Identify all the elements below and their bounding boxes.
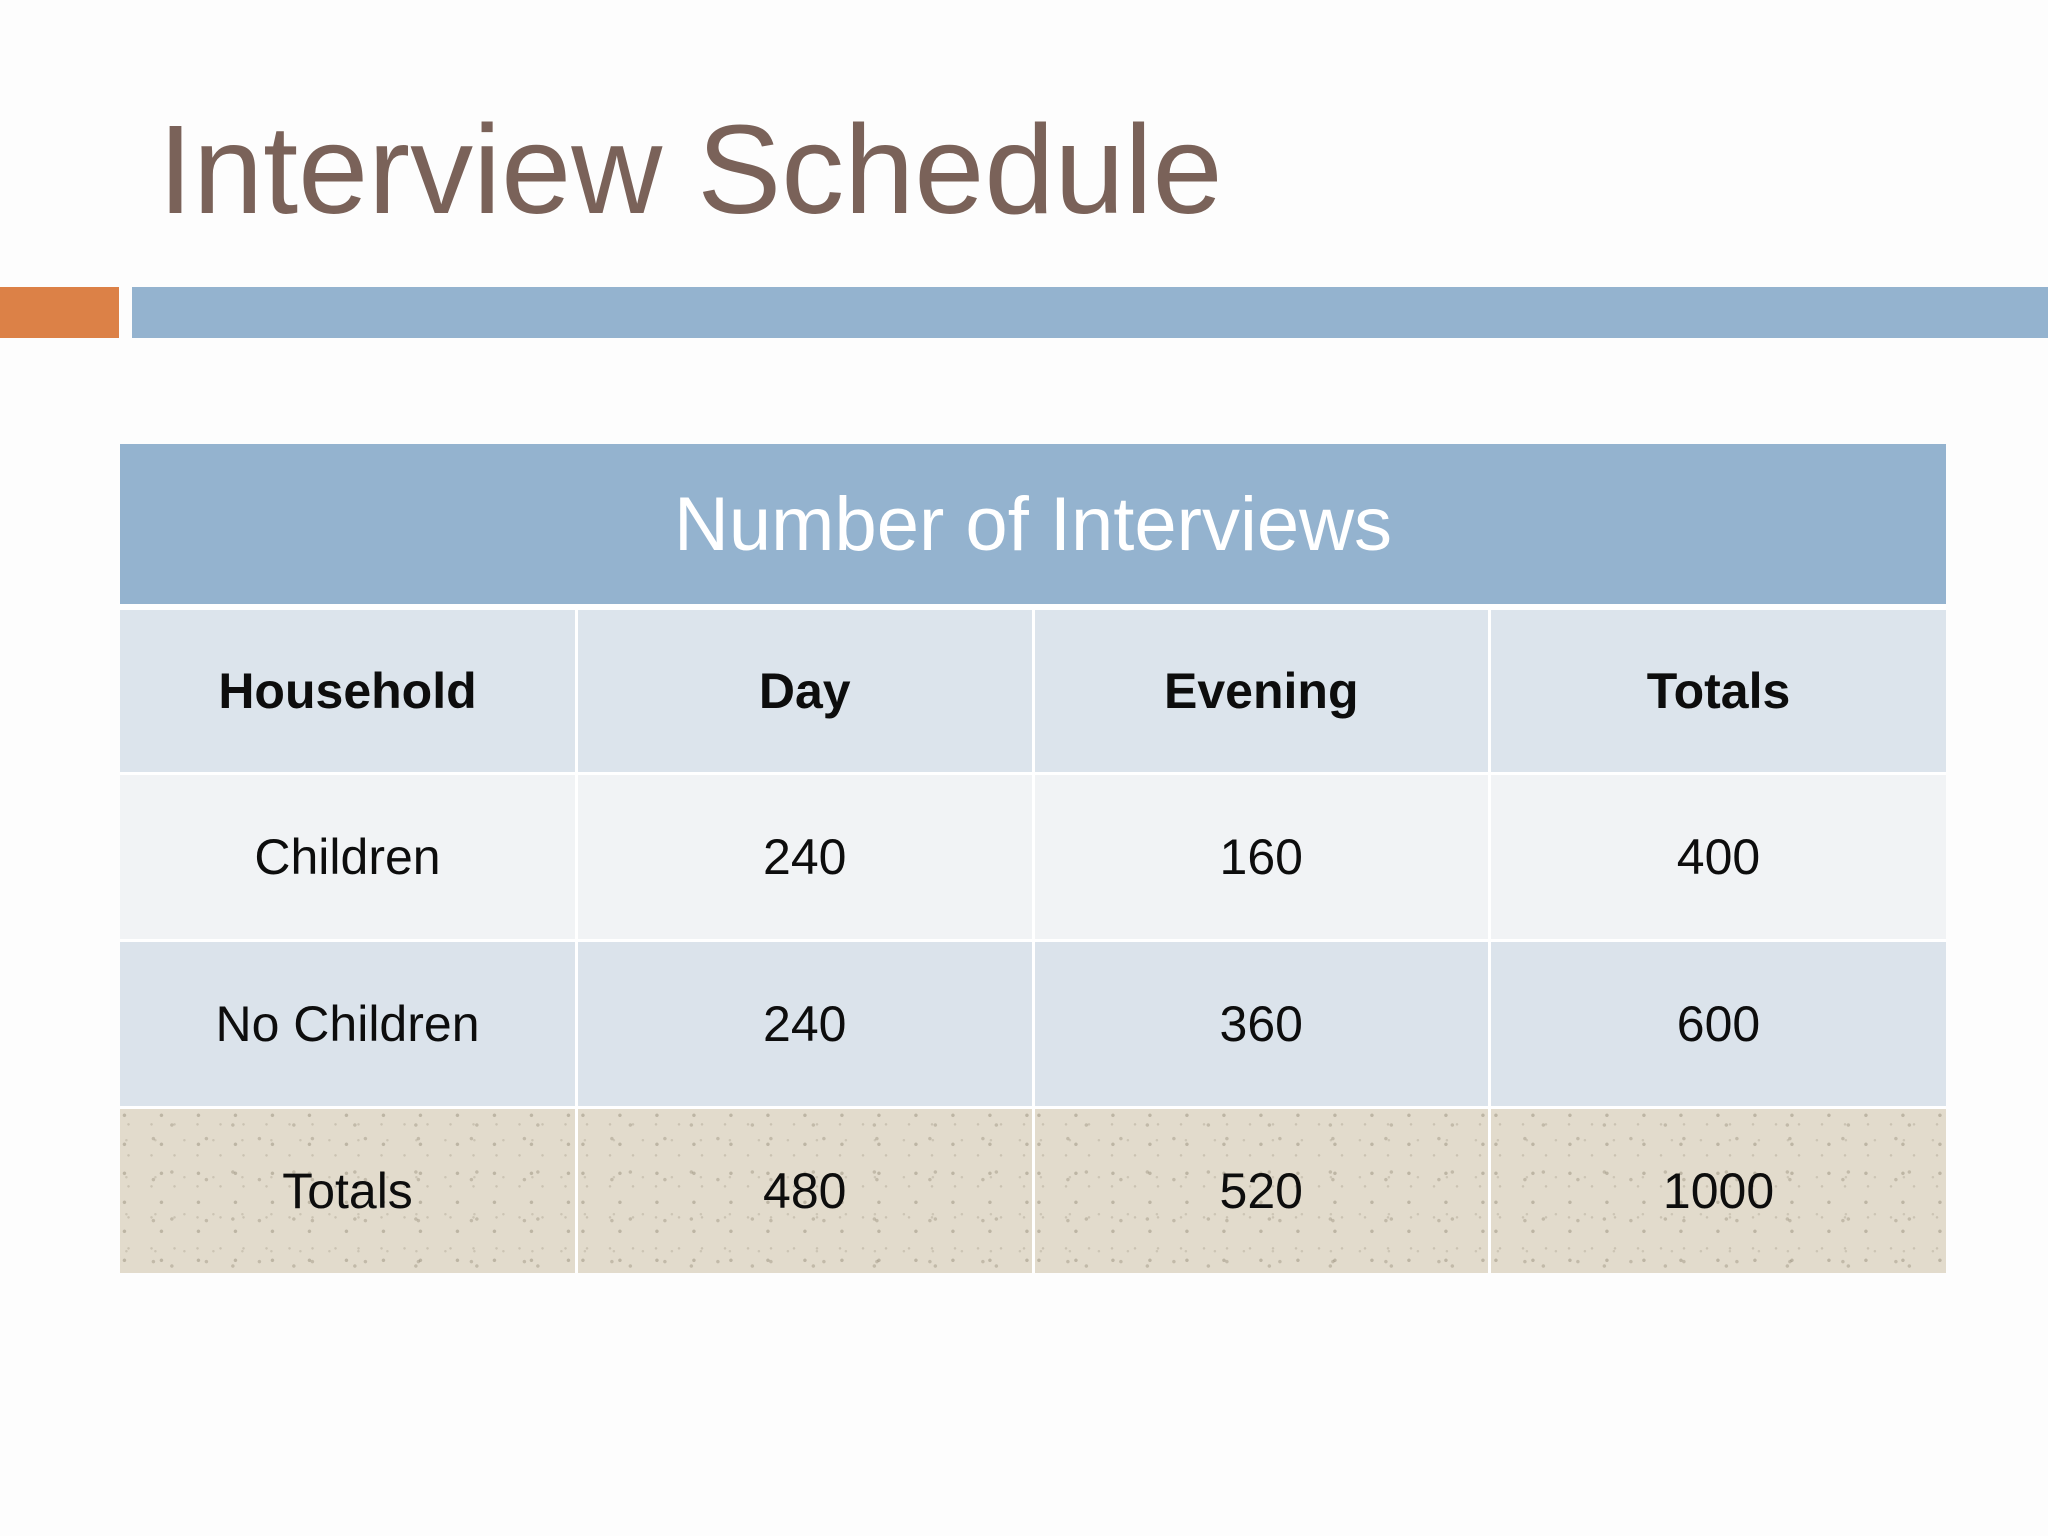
table-row bbox=[120, 941, 1946, 1108]
row-label: Totals bbox=[120, 1108, 577, 1274]
cell-evening: 160 bbox=[1033, 774, 1490, 941]
slide-title: Interview Schedule bbox=[158, 99, 1223, 240]
row-label: Children bbox=[120, 774, 577, 941]
table-caption-row bbox=[120, 444, 1946, 607]
header-household: Household bbox=[120, 607, 577, 774]
header-evening: Evening bbox=[1033, 607, 1490, 774]
cell-day: 240 bbox=[577, 774, 1034, 941]
cell-evening: 520 bbox=[1033, 1108, 1490, 1274]
table-header-row bbox=[120, 607, 1946, 774]
cell-total: 400 bbox=[1490, 774, 1947, 941]
accent-bar-blue bbox=[132, 287, 2048, 338]
row-label: No Children bbox=[120, 941, 577, 1108]
accent-bar-orange bbox=[0, 287, 119, 338]
cell-day: 480 bbox=[577, 1108, 1034, 1274]
interview-table-container bbox=[120, 444, 1946, 1273]
interview-table bbox=[120, 444, 1946, 1273]
cell-total: 1000 bbox=[1490, 1108, 1947, 1274]
table-row bbox=[120, 774, 1946, 941]
header-day: Day bbox=[577, 607, 1034, 774]
header-totals: Totals bbox=[1490, 607, 1947, 774]
table-caption: Number of Interviews bbox=[120, 444, 1946, 607]
table-totals-row bbox=[120, 1108, 1946, 1274]
cell-total: 600 bbox=[1490, 941, 1947, 1108]
cell-evening: 360 bbox=[1033, 941, 1490, 1108]
cell-day: 240 bbox=[577, 941, 1034, 1108]
